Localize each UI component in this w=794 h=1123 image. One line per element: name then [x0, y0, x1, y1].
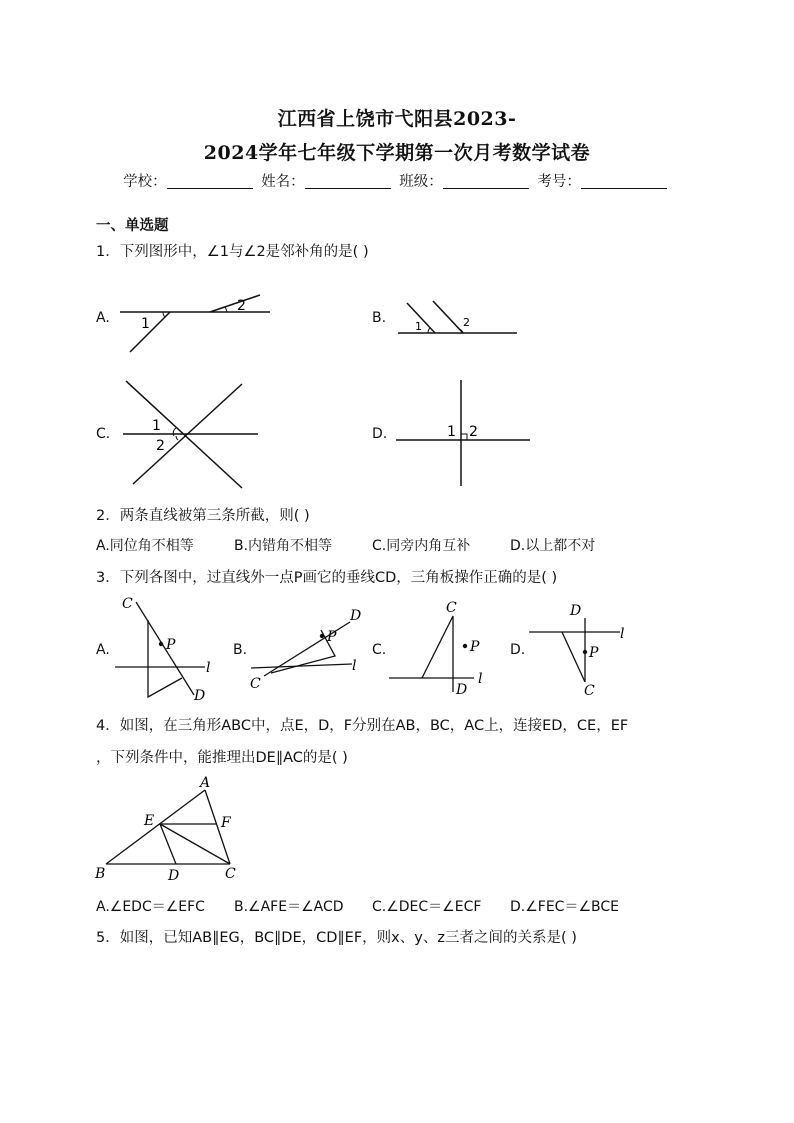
q1-c-mark-2: 2: [156, 438, 165, 454]
q1-option-c-label: C.: [96, 426, 111, 442]
q4-option-d: D.∠FEC＝∠BCE: [510, 899, 619, 915]
q3-b-point-p: P: [327, 629, 337, 645]
q4-point-e: E: [144, 813, 155, 829]
q3-d-point-c: C: [584, 683, 595, 699]
q2-option-c: C.同旁内角互补: [372, 538, 471, 554]
q1-d-mark-1: 1: [447, 424, 456, 440]
q1-figure-b: [395, 298, 525, 338]
question-4-stem-line-1: 4．如图，在三角形ABC中，点E，D，F分别在AB，BC，AC上，连接ED，CE，EF: [96, 718, 629, 734]
q1-figure-d: [393, 378, 533, 488]
q4-option-a: A.∠EDC＝∠EFC: [96, 899, 205, 915]
q2-option-d: D.以上都不对: [510, 538, 596, 554]
q3-a-point-p: P: [166, 637, 176, 653]
name-label: 姓名：: [261, 174, 305, 190]
q2-option-a: A.同位角不相等: [96, 538, 194, 554]
q3-figure-c: [386, 596, 496, 696]
q4-point-a: A: [200, 775, 211, 791]
q3-a-point-d: D: [194, 688, 206, 704]
q3-figure-b: [246, 600, 371, 695]
q1-b-mark-1: 1: [415, 320, 422, 333]
title-line-1: 江西省上饶市弋阳县2023-: [277, 108, 517, 130]
q1-d-mark-2: 2: [469, 424, 478, 440]
q2-option-b: B.内错角不相等: [234, 538, 333, 554]
q4-point-b: B: [95, 866, 106, 882]
name-blank[interactable]: [305, 174, 391, 189]
question-5-stem: 5．如图，已知AB∥EG，BC∥DE，CD∥EF，则x、y、z三者之间的关系是( ): [96, 930, 577, 946]
q4-point-f: F: [221, 815, 231, 831]
question-2-stem: 2．两条直线被第三条所截，则( ): [96, 508, 310, 524]
q3-d-point-p: P: [589, 645, 599, 661]
q3-figure-a: [110, 592, 220, 704]
q1-figure-c: [118, 378, 263, 490]
q3-c-point-d: D: [456, 682, 468, 696]
student-info-row: [0, 170, 794, 191]
q3-c-point-c: C: [446, 600, 457, 616]
q3-b-line-l: l: [352, 658, 357, 674]
class-blank[interactable]: [443, 174, 529, 189]
q3-option-c-label: C.: [372, 642, 387, 658]
q1-a-mark-2: 2: [237, 298, 246, 314]
q3-d-point-d: D: [570, 603, 582, 619]
q4-triangle-figure: [92, 772, 252, 884]
q1-c-mark-1: 1: [152, 418, 161, 434]
q3-b-point-d: D: [350, 608, 362, 624]
q3-option-b-label: B.: [233, 642, 248, 658]
q4-point-d: D: [168, 868, 180, 884]
question-3-stem: 3．下列各图中，过直线外一点P画它的垂线CD，三角板操作正确的是( ): [96, 570, 558, 586]
q1-option-d-label: D.: [372, 426, 388, 442]
q3-option-d-label: D.: [510, 642, 526, 658]
q3-d-line-l: l: [620, 626, 625, 642]
q1-a-mark-1: 1: [141, 316, 150, 332]
q4-option-b: B.∠AFE＝∠ACD: [234, 899, 344, 915]
class-label: 班级：: [399, 174, 443, 190]
q3-option-a-label: A.: [96, 642, 110, 658]
exam-no-blank[interactable]: [581, 174, 667, 189]
q1-option-b-label: B.: [372, 310, 387, 326]
q3-c-line-l: l: [478, 671, 483, 687]
q3-b-point-c: C: [250, 676, 261, 692]
q4-option-c: C.∠DEC＝∠ECF: [372, 899, 482, 915]
q4-point-c: C: [225, 866, 236, 882]
q1-figure-a: [115, 290, 275, 355]
q3-c-point-p: P: [470, 639, 480, 655]
question-1-stem: 1．下列图形中，∠1与∠2是邻补角的是( ): [96, 244, 369, 260]
title-line-2: 2024学年七年级下学期第一次月考数学试卷: [203, 142, 591, 164]
school-blank[interactable]: [167, 174, 253, 189]
q3-figure-d: [526, 600, 638, 700]
q3-a-point-c: C: [122, 596, 133, 612]
school-label: 学校：: [123, 174, 167, 190]
q1-b-mark-2: 2: [463, 316, 470, 329]
q3-a-line-l: l: [206, 660, 211, 676]
exam-no-label: 考号：: [537, 174, 581, 190]
q1-option-a-label: A.: [96, 310, 110, 326]
section-heading: 一、单选题: [96, 218, 169, 234]
question-4-stem-line-2: ，下列条件中，能推理出DE∥AC的是( ): [96, 750, 348, 766]
